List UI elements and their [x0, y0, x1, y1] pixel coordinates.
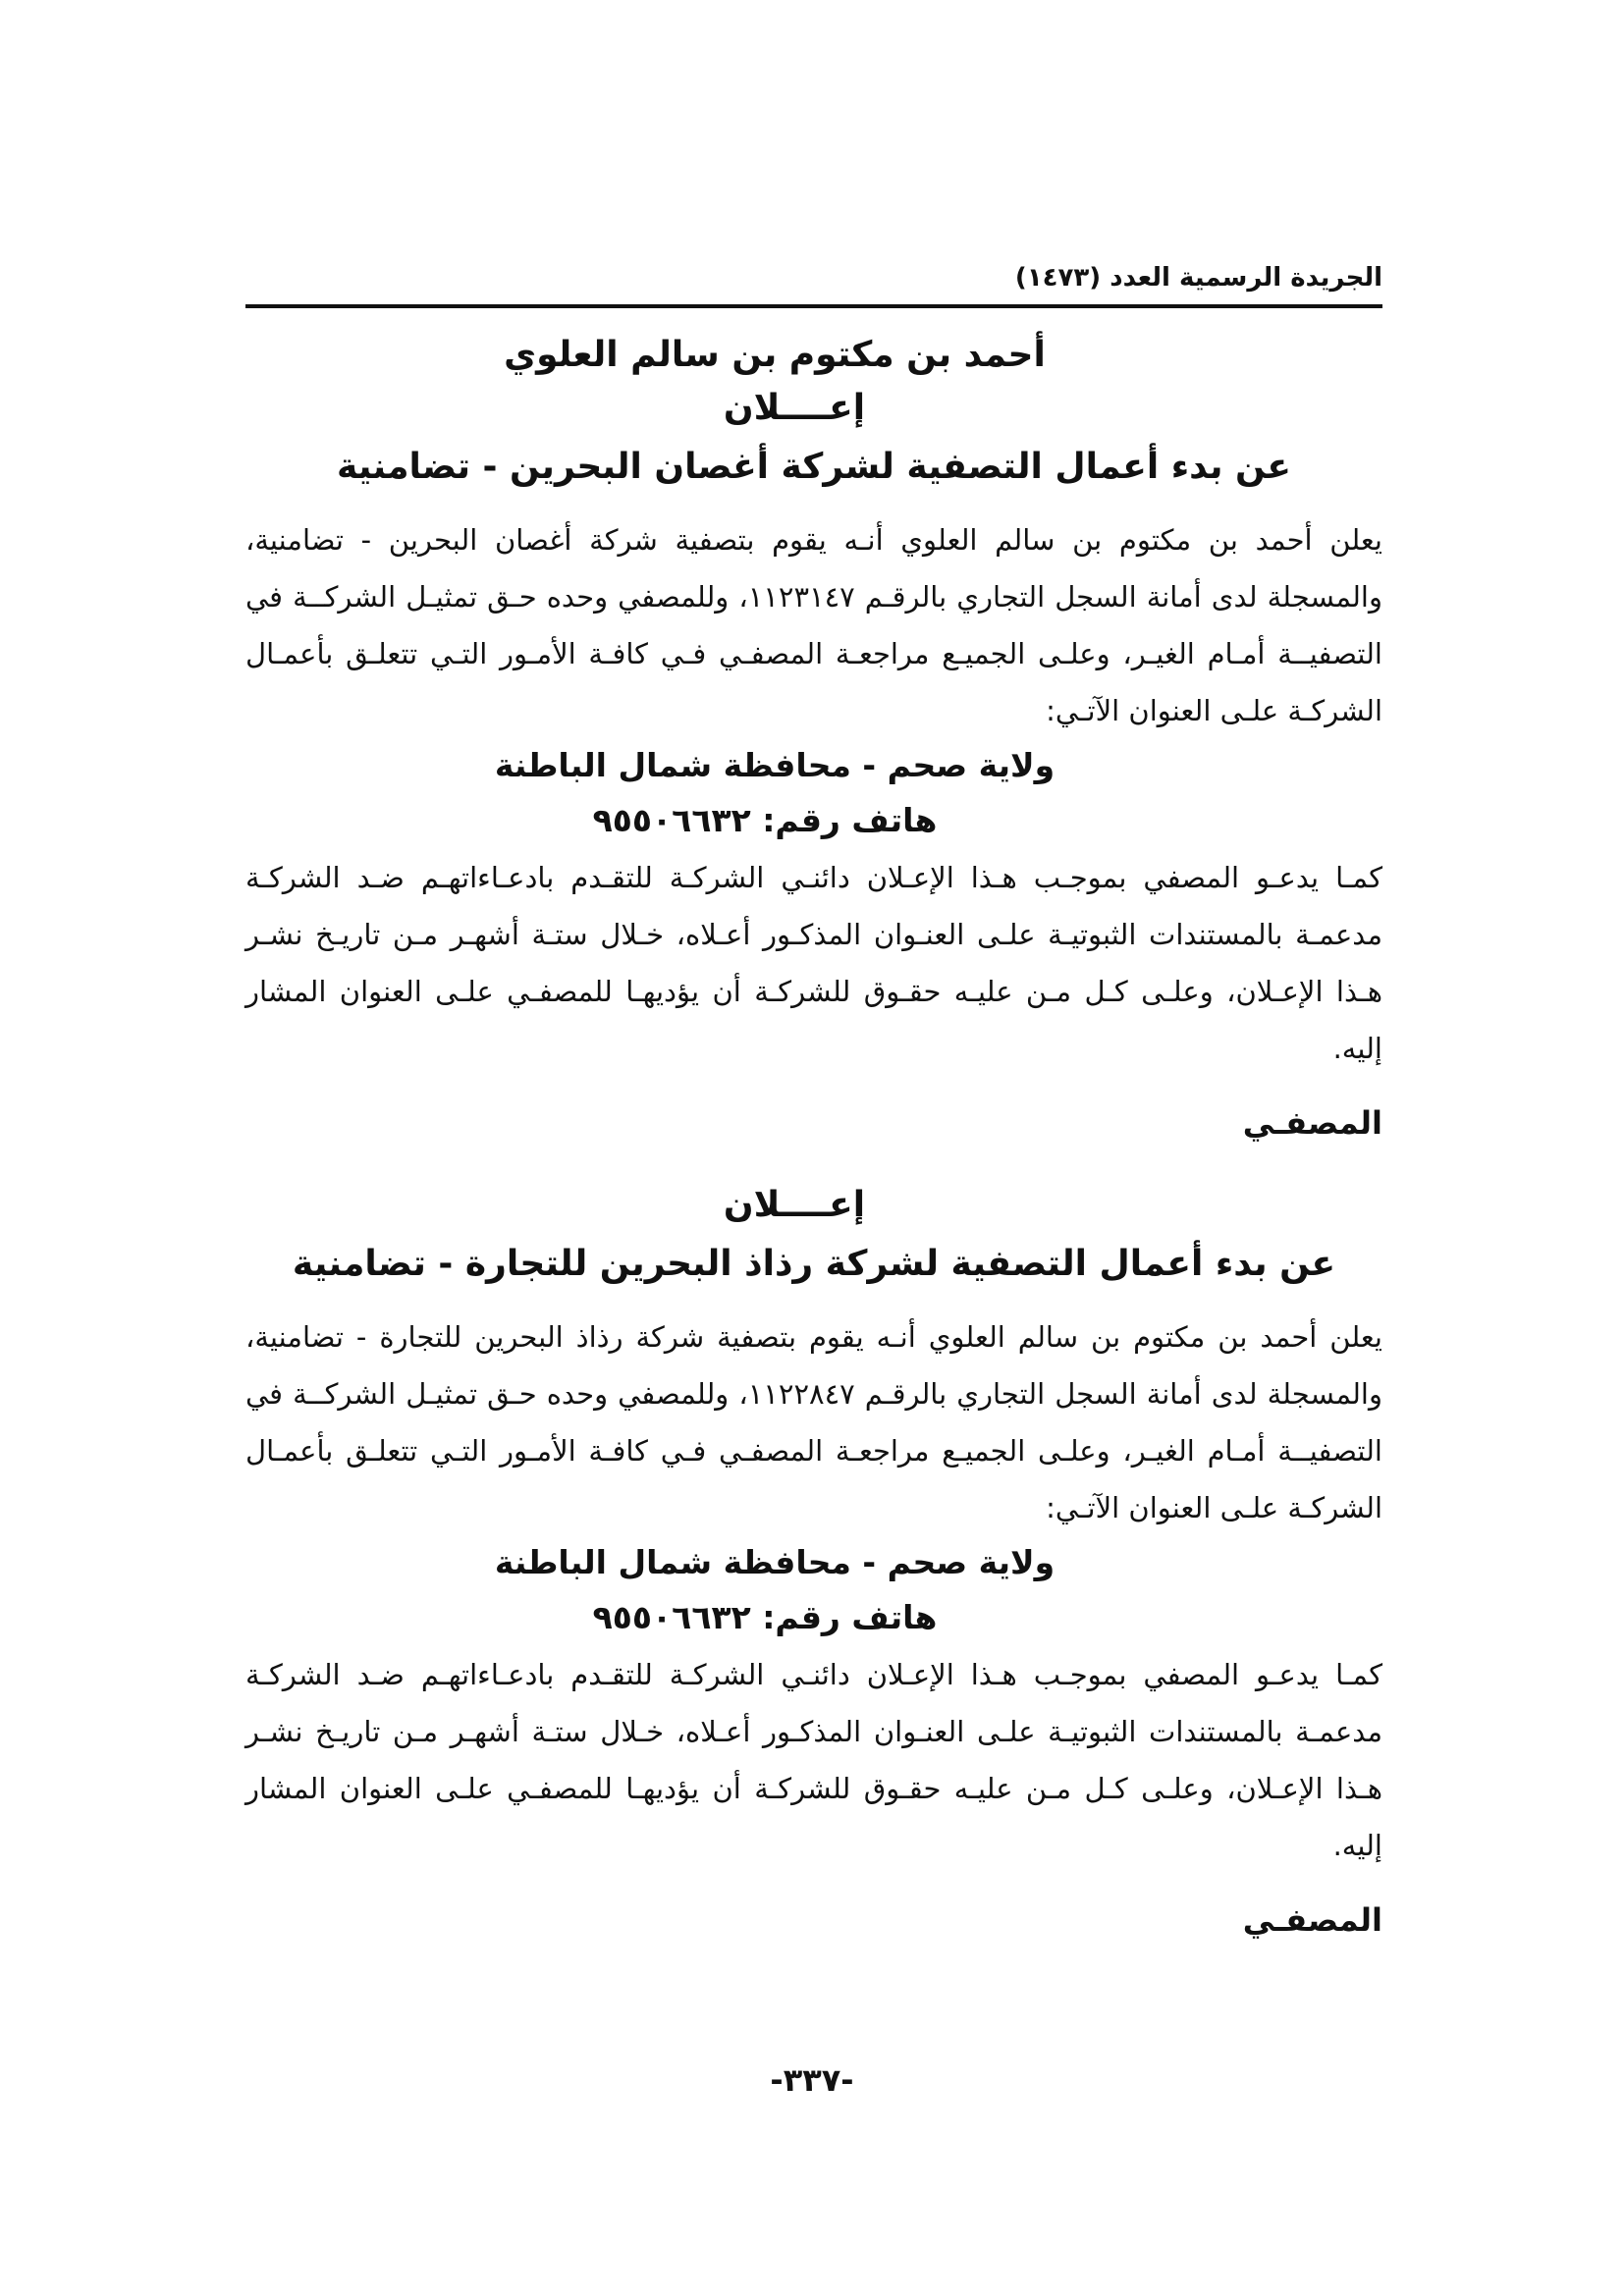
- signature: المصفـي: [1242, 1104, 1382, 1142]
- phone-number: هاتف رقم: ٩٥٥٠٦٦٣٢: [592, 1598, 938, 1636]
- announcement-label: إعــــلان: [723, 1185, 866, 1225]
- creditors-paragraph: كمـا يدعـو المصفي بموجـب هـذا الإعـلان دائنـي الشركـة للتقـدم بادعـاءاتهـم ضـد الشركـة مدعمـة بالمستندات الثبوتيـة علـى العنـوان المذكـور أعـلاه، خـلال ستـة أشهـر مـن تاريـخ نشـر هـذا الإعـلان، وعلـى كـل مـن عليـه حقـوق للشركـة أن يؤديهـا للمصفـي علـى العنوان المشار إليه.: [245, 1658, 1382, 1862]
- creditors-paragraph: كمـا يدعـو المصفي بموجـب هـذا الإعـلان دائنـي الشركـة للتقـدم بادعـاءاتهـم ضـد الشركـة مدعمـة بالمستندات الثبوتيـة علـى العنـوان المذكـور أعـلاه، خـلال ستـة أشهـر مـن تاريـخ نشـر هـذا الإعـلان، وعلـى كـل مـن عليـه حقـوق للشركـة أن يؤديهـا للمصفـي علـى العنوان المشار إليه.: [245, 861, 1382, 1065]
- page-number: -٣٣٧-: [770, 2061, 854, 2099]
- page-content: [245, 329, 1382, 1976]
- phone-number: هاتف رقم: ٩٥٥٠٦٦٣٢: [592, 801, 938, 839]
- announcement-title: عن بدء أعمال التصفية لشركة رذاذ البحرين للتجارة - تضامنية: [292, 1244, 1336, 1284]
- announcement-1: [245, 382, 1382, 1157]
- liquidator-name: أحمد بن مكتوم بن سالم العلوي: [504, 335, 1046, 375]
- page-header: [245, 257, 1382, 308]
- announcement-paragraph: يعلن أحمد بن مكتوم بن سالم العلوي أنـه يقوم بتصفية شركة أغصان البحرين - تضامنية، والمسجلة لدى أمانة السجل التجاري بالرقـم ١١٢٣١٤٧، وللمصفي وحده حـق تمثيـل الشركــة في التصفيــة أمـام الغيـر، وعلـى الجميـع مراجعـة المصفـي فـي كافـة الأمـور التـي تتعلـق بأعمـال الشركـة علـى العنوان الآتـي:: [245, 523, 1382, 727]
- company-address: ولاية صحم - محافظة شمال الباطنة: [494, 1543, 1056, 1581]
- company-address: ولاية صحم - محافظة شمال الباطنة: [494, 746, 1056, 784]
- signature: المصفـي: [1242, 1901, 1382, 1939]
- announcement-title: عن بدء أعمال التصفية لشركة أغصان البحرين - تضامنية: [337, 447, 1291, 487]
- gazette-issue-title: الجريدة الرسمية العدد (١٤٧٣): [1014, 263, 1382, 293]
- announcement-paragraph: يعلن أحمد بن مكتوم بن سالم العلوي أنـه يقوم بتصفية شركة رذاذ البحرين للتجارة - تضامنية، والمسجلة لدى أمانة السجل التجاري بالرقـم ١١٢٢٨٤٧، وللمصفي وحده حـق تمثيـل الشركــة في التصفيــة أمـام الغيـر، وعلـى الجميـع مراجعـة المصفـي فـي كافـة الأمـور التـي تتعلـق بأعمـال الشركـة علـى العنوان الآتـي:: [245, 1320, 1382, 1524]
- announcement-2: [245, 1179, 1382, 1954]
- announcement-label: إعــــلان: [723, 388, 866, 428]
